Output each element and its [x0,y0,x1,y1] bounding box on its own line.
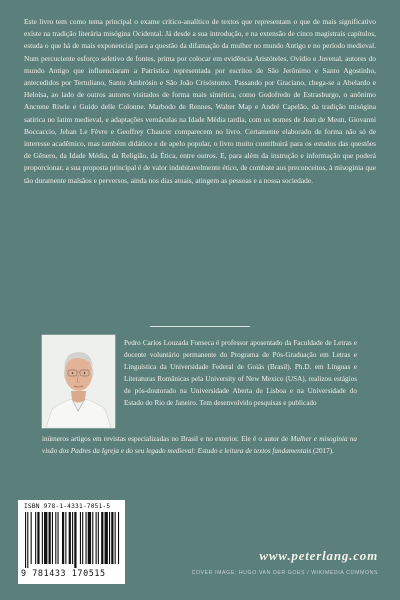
author-previous-book-title: Mulher e misoginia na visão dos Padres da Igreja e do seu legado medieval: Estudo e leitura de textos fundamentais [42,435,357,455]
back-cover-blurb [24,16,376,187]
section-divider [150,326,250,327]
author-photo [42,335,115,428]
author-bio-continued: inúmeros artigos em revistas especializadas no Brasil e no exterior. Ele é o autor de [42,435,291,443]
author-bio-bottom [42,433,357,457]
author-portrait-icon [42,335,115,428]
author-bio-text: Pedro Carlos Louzada Fonseca é professor aposentado da Faculdade de Letras e docente voluntário permanente do Programa de Pós-Graduação em Letras e Linguística da Universidade Federal de Goiás (Brasil). Ph.D. em Línguas e Literaturas Românicas pela University of New Mexico (USA), realizou estágios de pós-doutorado na Universidade Aberta de Lisboa e na Universidade do Estado do Rio de Janeiro. Tem desenvolvido pesquisas e publicado [124,339,357,407]
isbn-barcode [18,500,125,584]
barcode-digits: 9 781433 170515 [21,568,106,578]
author-previous-book-year: (2017). [311,447,334,455]
isbn-label: ISBN 978-1-4331-7051-5 [24,503,111,510]
blurb-text: Este livro tem como tema principal o exame crítico-analítico de textos que representam o que de mais significativo existe na tradição literária misógina Ocidental. Já desde a sua introdução, e na extensão de cinco magistrais capítulos, estuda o que há de mais exponencial para a questão da difamação da mulher no mundo Antigo e no período medieval. Num percuciente esforço seletivo de fontes, prima por colocar em evidência Aristóteles, Ovídio e Juvenal, autores do mundo Antigo que influenciaram a Patrística representada por escritos de São Jerônimo e Santo Agostinho, antecedidos por Tertuliano, Santo Ambrósio e São João Crisóstomo. Passando por Graciano, chega-se a Abelardo e Heloísa, ao lado de outros autores visitados de forma mais sintética, como Godofredo de Estrasburgo, o anônimo Ancrene Riwle e Guido delle Colonne. Marbodo de Rennes, Walter Map e André Capelão, da tradição misógina satírica no latim medieval, e adaptações vernáculas na Idade Média tardia, com os nomes de Jean de Meun, Giovanni Boccaccio, Jehan Le Fèvre e Geoffrey Chaucer comparecem no livro. Certamente elaborado de forma não só de interesse acadêmico, mas também didático e de apelo popular, o livro muito contribuirá para os estudos das questões de Gênero, da Idade Média, da Religião, da Ética, entre outros. E, para além da instrução e informação que poderá proporcionar, a sua proposta principal é de valor indubitavelmente ético, de combate aos preconceitos, à misoginia que tão duramente malsãos e perversos, ainda nos dias atuais, atingem as pessoas e a nossa sociedade. [24,17,376,185]
barcode-icon [23,512,120,568]
author-bio-top [124,337,357,409]
publisher-url[interactable]: www.peterlang.com [259,548,378,563]
cover-image-credit: COVER IMAGE: HUGO VAN DER GOES / WIKIMEDIA COMMONS [191,570,378,576]
